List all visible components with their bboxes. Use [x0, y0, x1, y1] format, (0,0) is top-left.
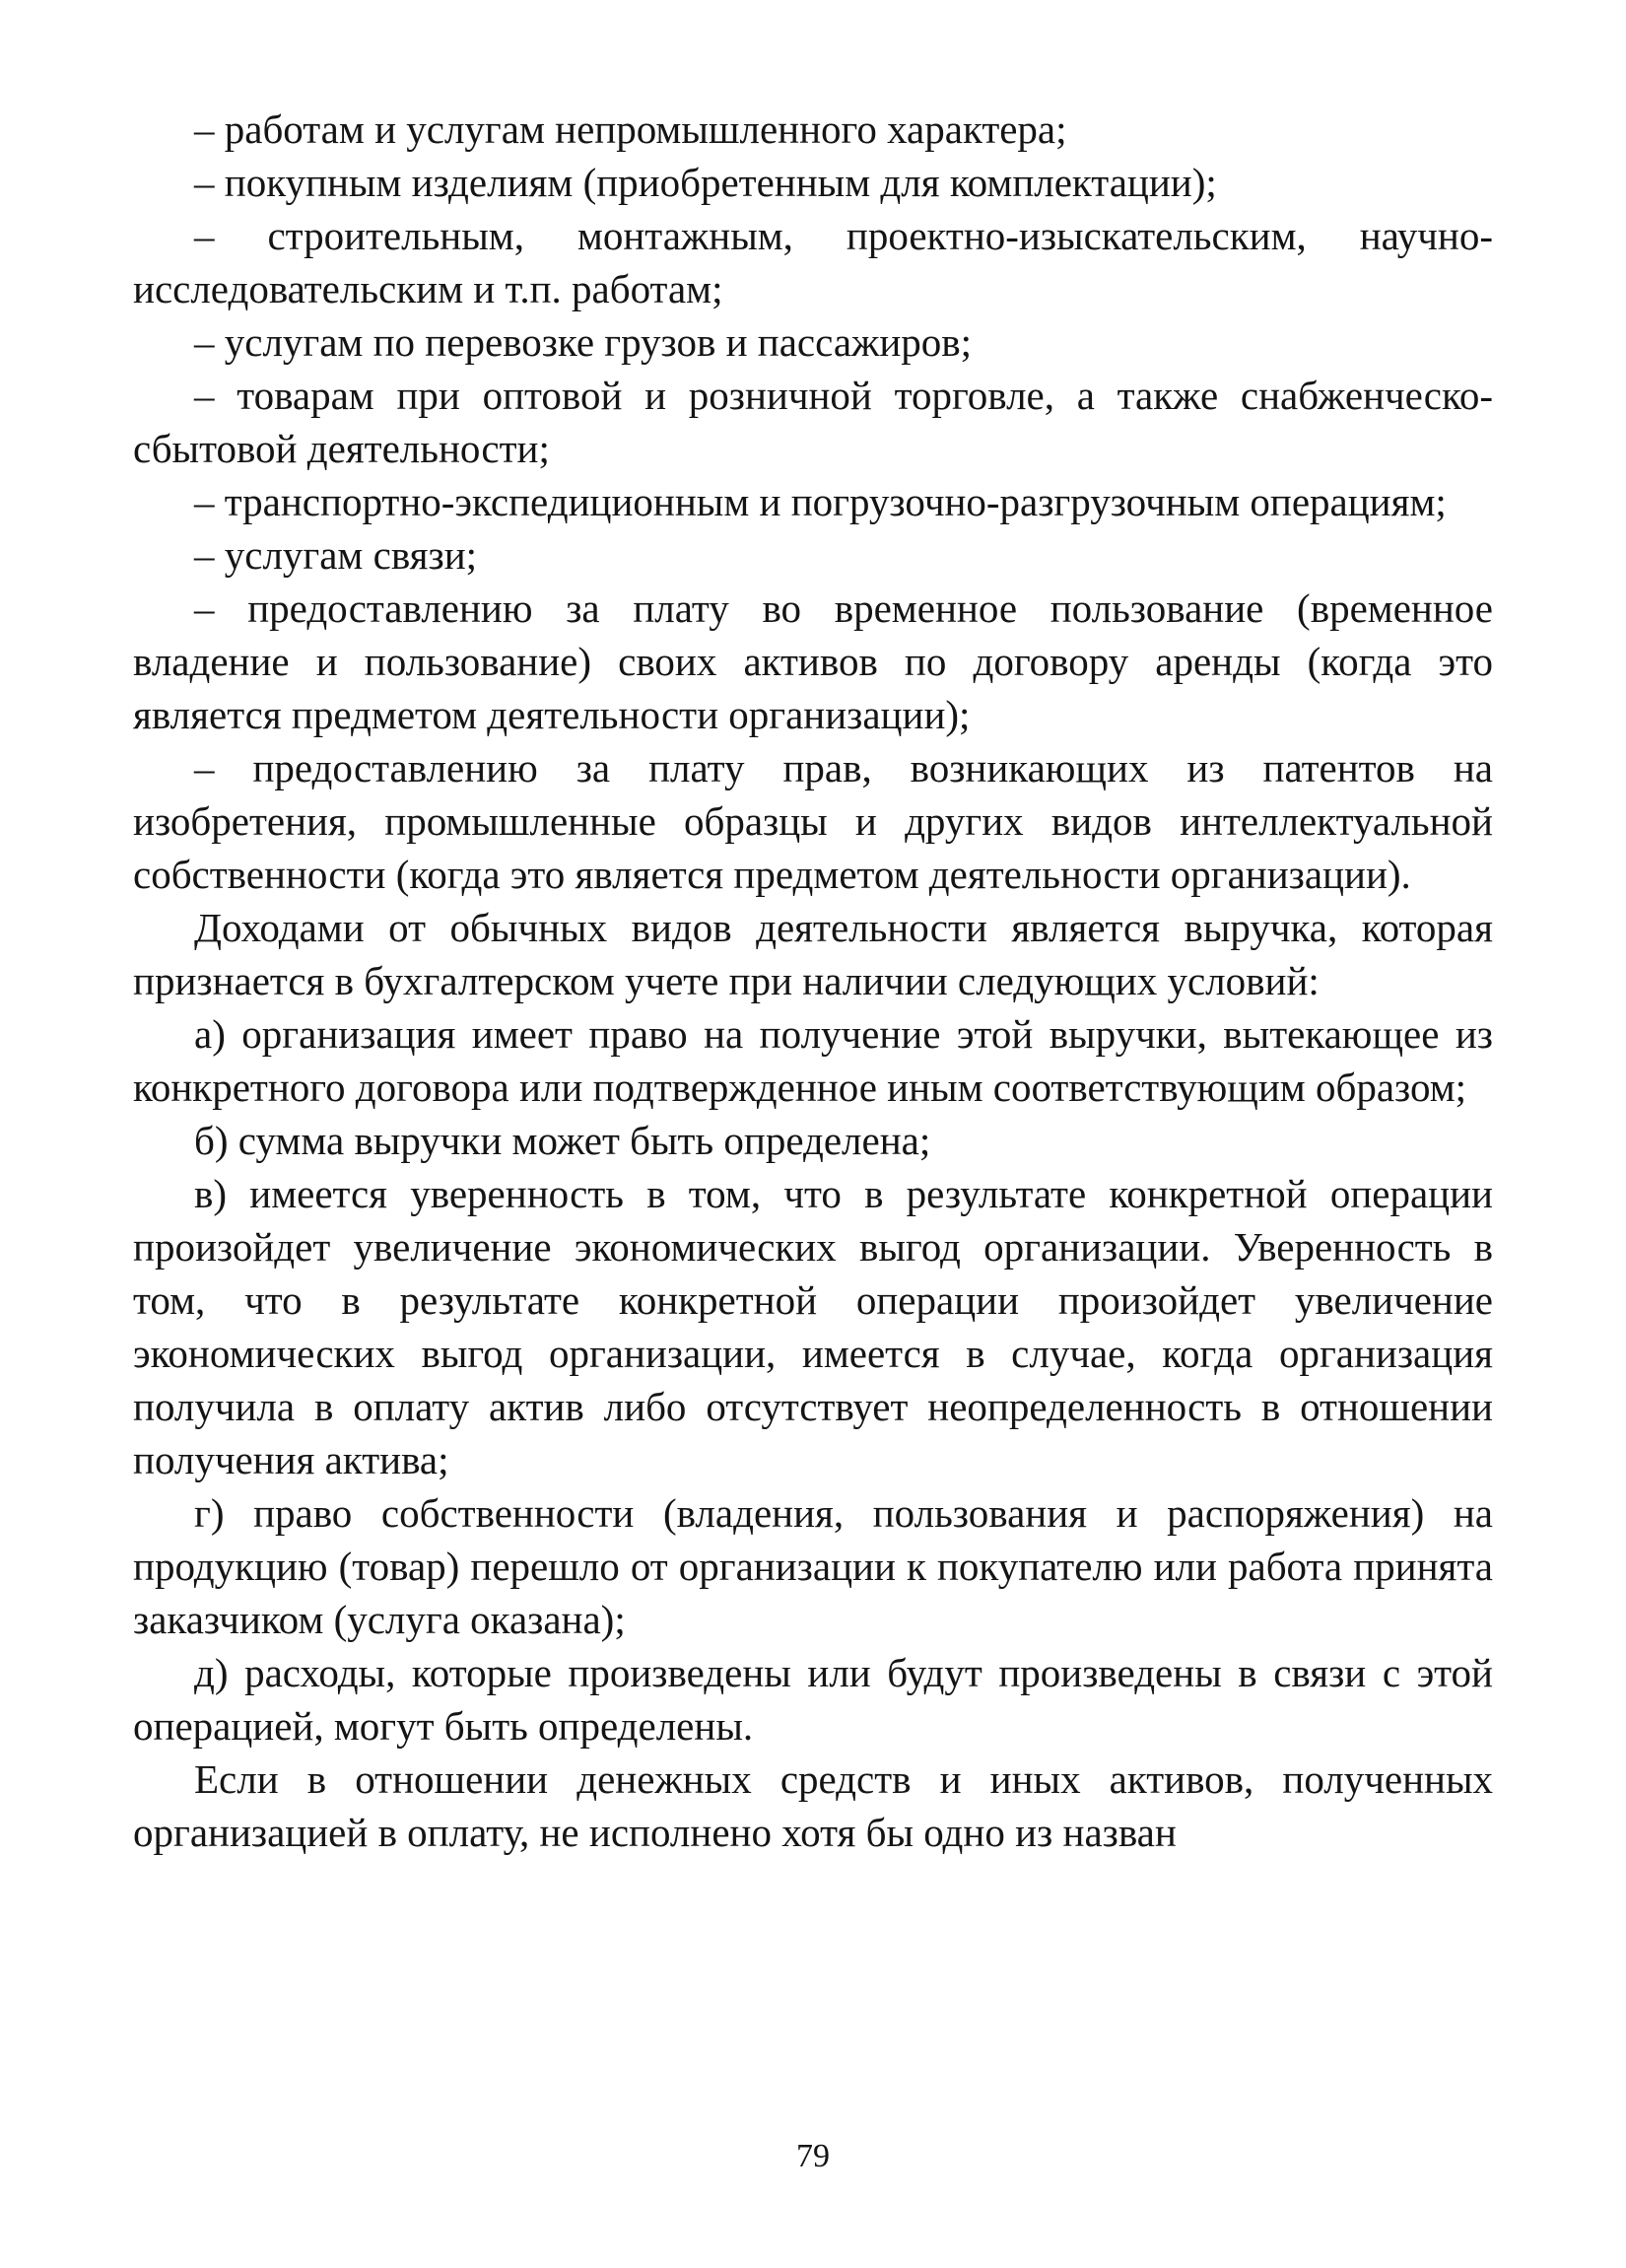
list-item-lease-of-assets: – предоставлению за плату во временное пользование (временное владение и пользование) своих активов по договору аренды (когда это является предметом деятельности организации); [133, 585, 1493, 737]
condition-b: б) сумма выручки может быть определена; [194, 1118, 931, 1163]
list-item-purchased-products: – покупным изделиям (приобретенным для комплектации); [194, 160, 1217, 205]
page-number: 79 [796, 2138, 830, 2174]
list-item-nonindustrial-services: – работам и услугам непромышленного характера; [194, 106, 1067, 152]
condition-d: г) право собственности (владения, пользования и распоряжения) на продукцию (товар) перешло от организации к покупателю или работа принята заказчиком (услуга оказана); [133, 1490, 1493, 1642]
list-item-communication-services: – услугам связи; [194, 532, 478, 578]
list-item-trade-goods: – товарам при оптовой и розничной торговле, а также снабженческо-сбытовой деятельности; [133, 373, 1493, 471]
text-column [133, 103, 1493, 1859]
list-item-construction-works: – строительным, монтажным, проектно-изыскательским, научно-исследовательским и т.п. работам; [133, 213, 1493, 311]
condition-e: д) расходы, которые произведены или будут произведены в связи с этой операцией, могут быть определены. [133, 1650, 1493, 1749]
list-item-transport-services: – услугам по перевозке грузов и пассажиров; [194, 319, 973, 365]
list-item-forwarding-operations: – транспортно-экспедиционным и погрузочно-разгрузочным операциям; [194, 479, 1447, 524]
condition-a: а) организация имеет право на получение этой выручки, вытекающее из конкретного договора или подтвержденное иным соответствующим образом; [133, 1011, 1493, 1110]
paragraph-unmet-conditions: Если в отношении денежных средств и иных активов, полученных организацией в оплату, не исполнено хотя бы одно из назван [133, 1756, 1493, 1855]
paragraph-revenue-recognition: Доходами от обычных видов деятельности является выручка, которая признается в бухгалтерском учете при наличии следующих условий: [133, 905, 1493, 1003]
condition-c: в) имеется уверенность в том, что в результате конкретной операции произойдет увеличение экономических выгод организации. Уверенность в том, что в результате конкретной операции произойдет увеличение экономических выгод организации, имеется в случае, когда организация получила в оплату актив либо отсутствует неопределенность в отношении получения актива; [133, 1171, 1493, 1482]
list-item-intellectual-property: – предоставлению за плату прав, возникающих из патентов на изобретения, промышленные образцы и других видов интеллектуальной собственности (когда это является предметом деятельности организации). [133, 745, 1493, 897]
